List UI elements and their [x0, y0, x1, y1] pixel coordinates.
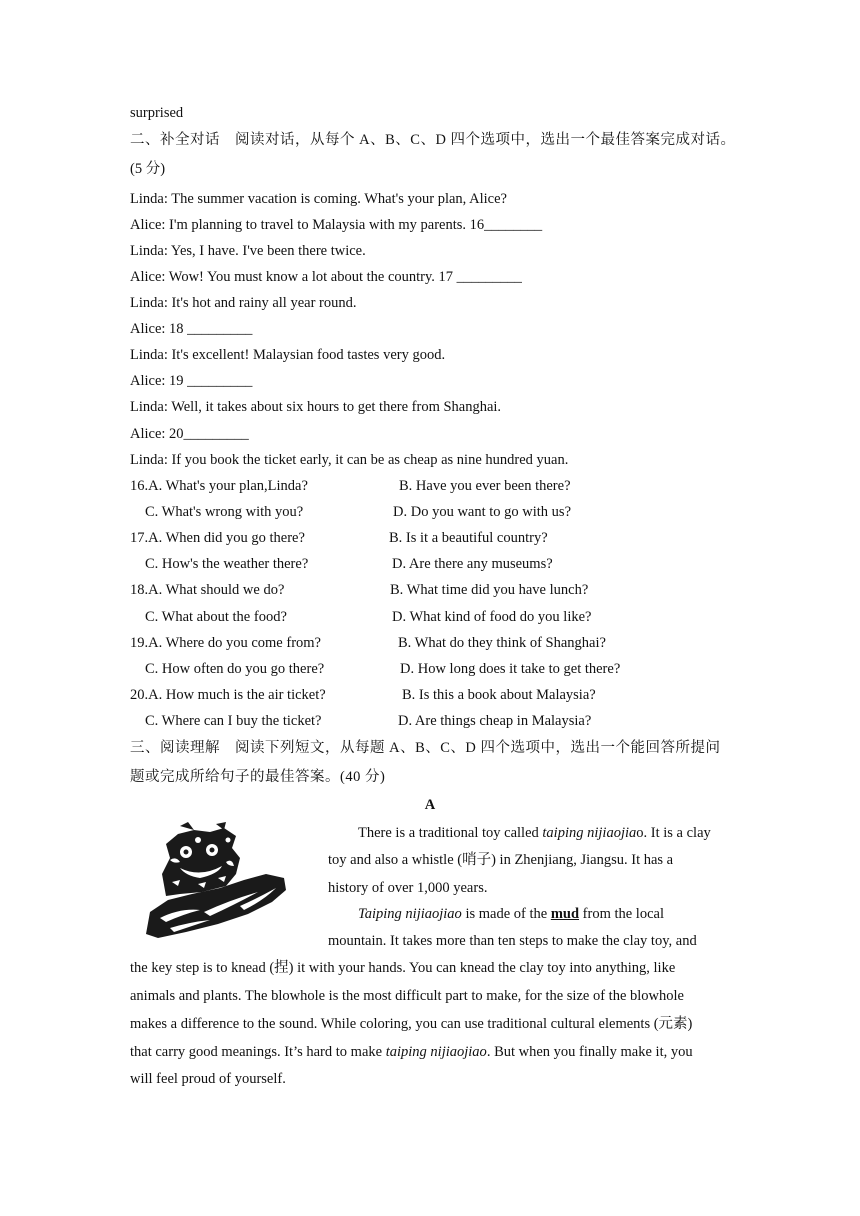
option-c: C. How's the weather there?: [145, 556, 309, 572]
option-a: 19.A. Where do you come from?: [130, 635, 321, 651]
dialogue-line: Alice: I'm planning to travel to Malaysia with my parents. 16________: [130, 217, 543, 233]
option-b: B. What do they think of Shanghai?: [398, 635, 606, 651]
passage-text: animals and plants. The blowhole is the most difficult part to make, for the size of the blowhole: [130, 988, 684, 1004]
dialogue-line: Linda: The summer vacation is coming. What's your plan, Alice?: [130, 191, 507, 207]
option-a: 18.A. What should we do?: [130, 582, 285, 598]
key-word-mud: mud: [550, 906, 580, 922]
dialogue-line: Linda: If you book the ticket early, it can be as cheap as nine hundred yuan.: [130, 452, 569, 468]
option-d: D. Do you want to go with us?: [393, 504, 572, 520]
dialogue-line: Alice: 18 _________: [130, 321, 253, 337]
toy-name: Taiping nijiaojiao: [358, 906, 462, 922]
option-b: B. What time did you have lunch?: [390, 582, 589, 598]
passage-paragraph-2: [328, 904, 697, 951]
passage-text: There is a traditional toy called: [358, 825, 543, 841]
toy-name: taiping nijiaojiao: [385, 1044, 487, 1060]
section3-heading-cont: 题或完成所给句子的最佳答案。(40 分): [130, 769, 386, 785]
option-d: D. What kind of food do you like?: [392, 609, 592, 625]
dialogue-line: Alice: 20_________: [130, 426, 249, 442]
option-c: C. Where can I buy the ticket?: [145, 713, 322, 729]
passage-text: makes a difference to the sound. While coloring, you can use traditional cultural elements (元素): [130, 1016, 693, 1032]
option-a: 20.A. How much is the air ticket?: [130, 687, 326, 703]
passage-line: [130, 1042, 693, 1062]
passage-text: mountain. It takes more than ten steps to make the clay toy, and: [328, 933, 697, 949]
passage-text: is made of the: [461, 906, 551, 922]
dialogue-line: Linda: Well, it takes about six hours to get there from Shanghai.: [130, 399, 502, 415]
passage-text: . But when you finally make it, you: [486, 1044, 693, 1060]
dialogue-line: Linda: Yes, I have. I've been there twice.: [130, 243, 366, 259]
option-a: 17.A. When did you go there?: [130, 530, 305, 546]
passage-text: will feel proud of yourself.: [130, 1071, 286, 1087]
option-d: D. Are there any museums?: [392, 556, 553, 572]
top-word: surprised: [130, 105, 184, 121]
dialogue-line: Linda: It's excellent! Malaysian food tastes very good.: [130, 347, 446, 363]
option-c: C. How often do you go there?: [145, 661, 325, 677]
passage-label: A: [424, 797, 436, 813]
passage-text: o. It is a clay: [636, 825, 711, 841]
passage-paragraph-1: [328, 823, 711, 898]
passage-text: history of over 1,000 years.: [328, 880, 488, 896]
section3-heading: 三、阅读理解 阅读下列短文，从每题 A、B、C、D 四个选项中，选出一个能回答所提问: [130, 740, 721, 756]
section2-heading: 二、补全对话 阅读对话，从每个 A、B、C、D 四个选项中，选出一个最佳答案完成对话。: [130, 132, 736, 148]
passage-text: toy and also a whistle (哨子) in Zhenjiang, Jiangsu. It has a: [328, 852, 674, 868]
option-d: D. How long does it take to get there?: [400, 661, 621, 677]
option-b: B. Is this a book about Malaysia?: [402, 687, 596, 703]
toy-name: taiping nijiaojia: [542, 825, 637, 841]
dialogue-line: Linda: It's hot and rainy all year round.: [130, 295, 357, 311]
option-b: B. Have you ever been there?: [399, 478, 571, 494]
passage-text: from the local: [579, 906, 664, 922]
dialogue-line: Alice: Wow! You must know a lot about the country. 17 _________: [130, 269, 522, 285]
section2-score: (5 分): [130, 161, 166, 177]
option-b: B. Is it a beautiful country?: [389, 530, 548, 546]
option-c: C. What's wrong with you?: [145, 504, 304, 520]
option-c: C. What about the food?: [145, 609, 287, 625]
option-a: 16.A. What's your plan,Linda?: [130, 478, 308, 494]
clay-toy-illustration: [140, 822, 290, 940]
passage-text: the key step is to knead (捏) it with your hands. You can knead the clay toy into anything, like: [130, 960, 676, 976]
passage-text: that carry good meanings. It’s hard to make: [130, 1044, 386, 1060]
option-d: D. Are things cheap in Malaysia?: [398, 713, 592, 729]
dialogue-line: Alice: 19 _________: [130, 373, 253, 389]
